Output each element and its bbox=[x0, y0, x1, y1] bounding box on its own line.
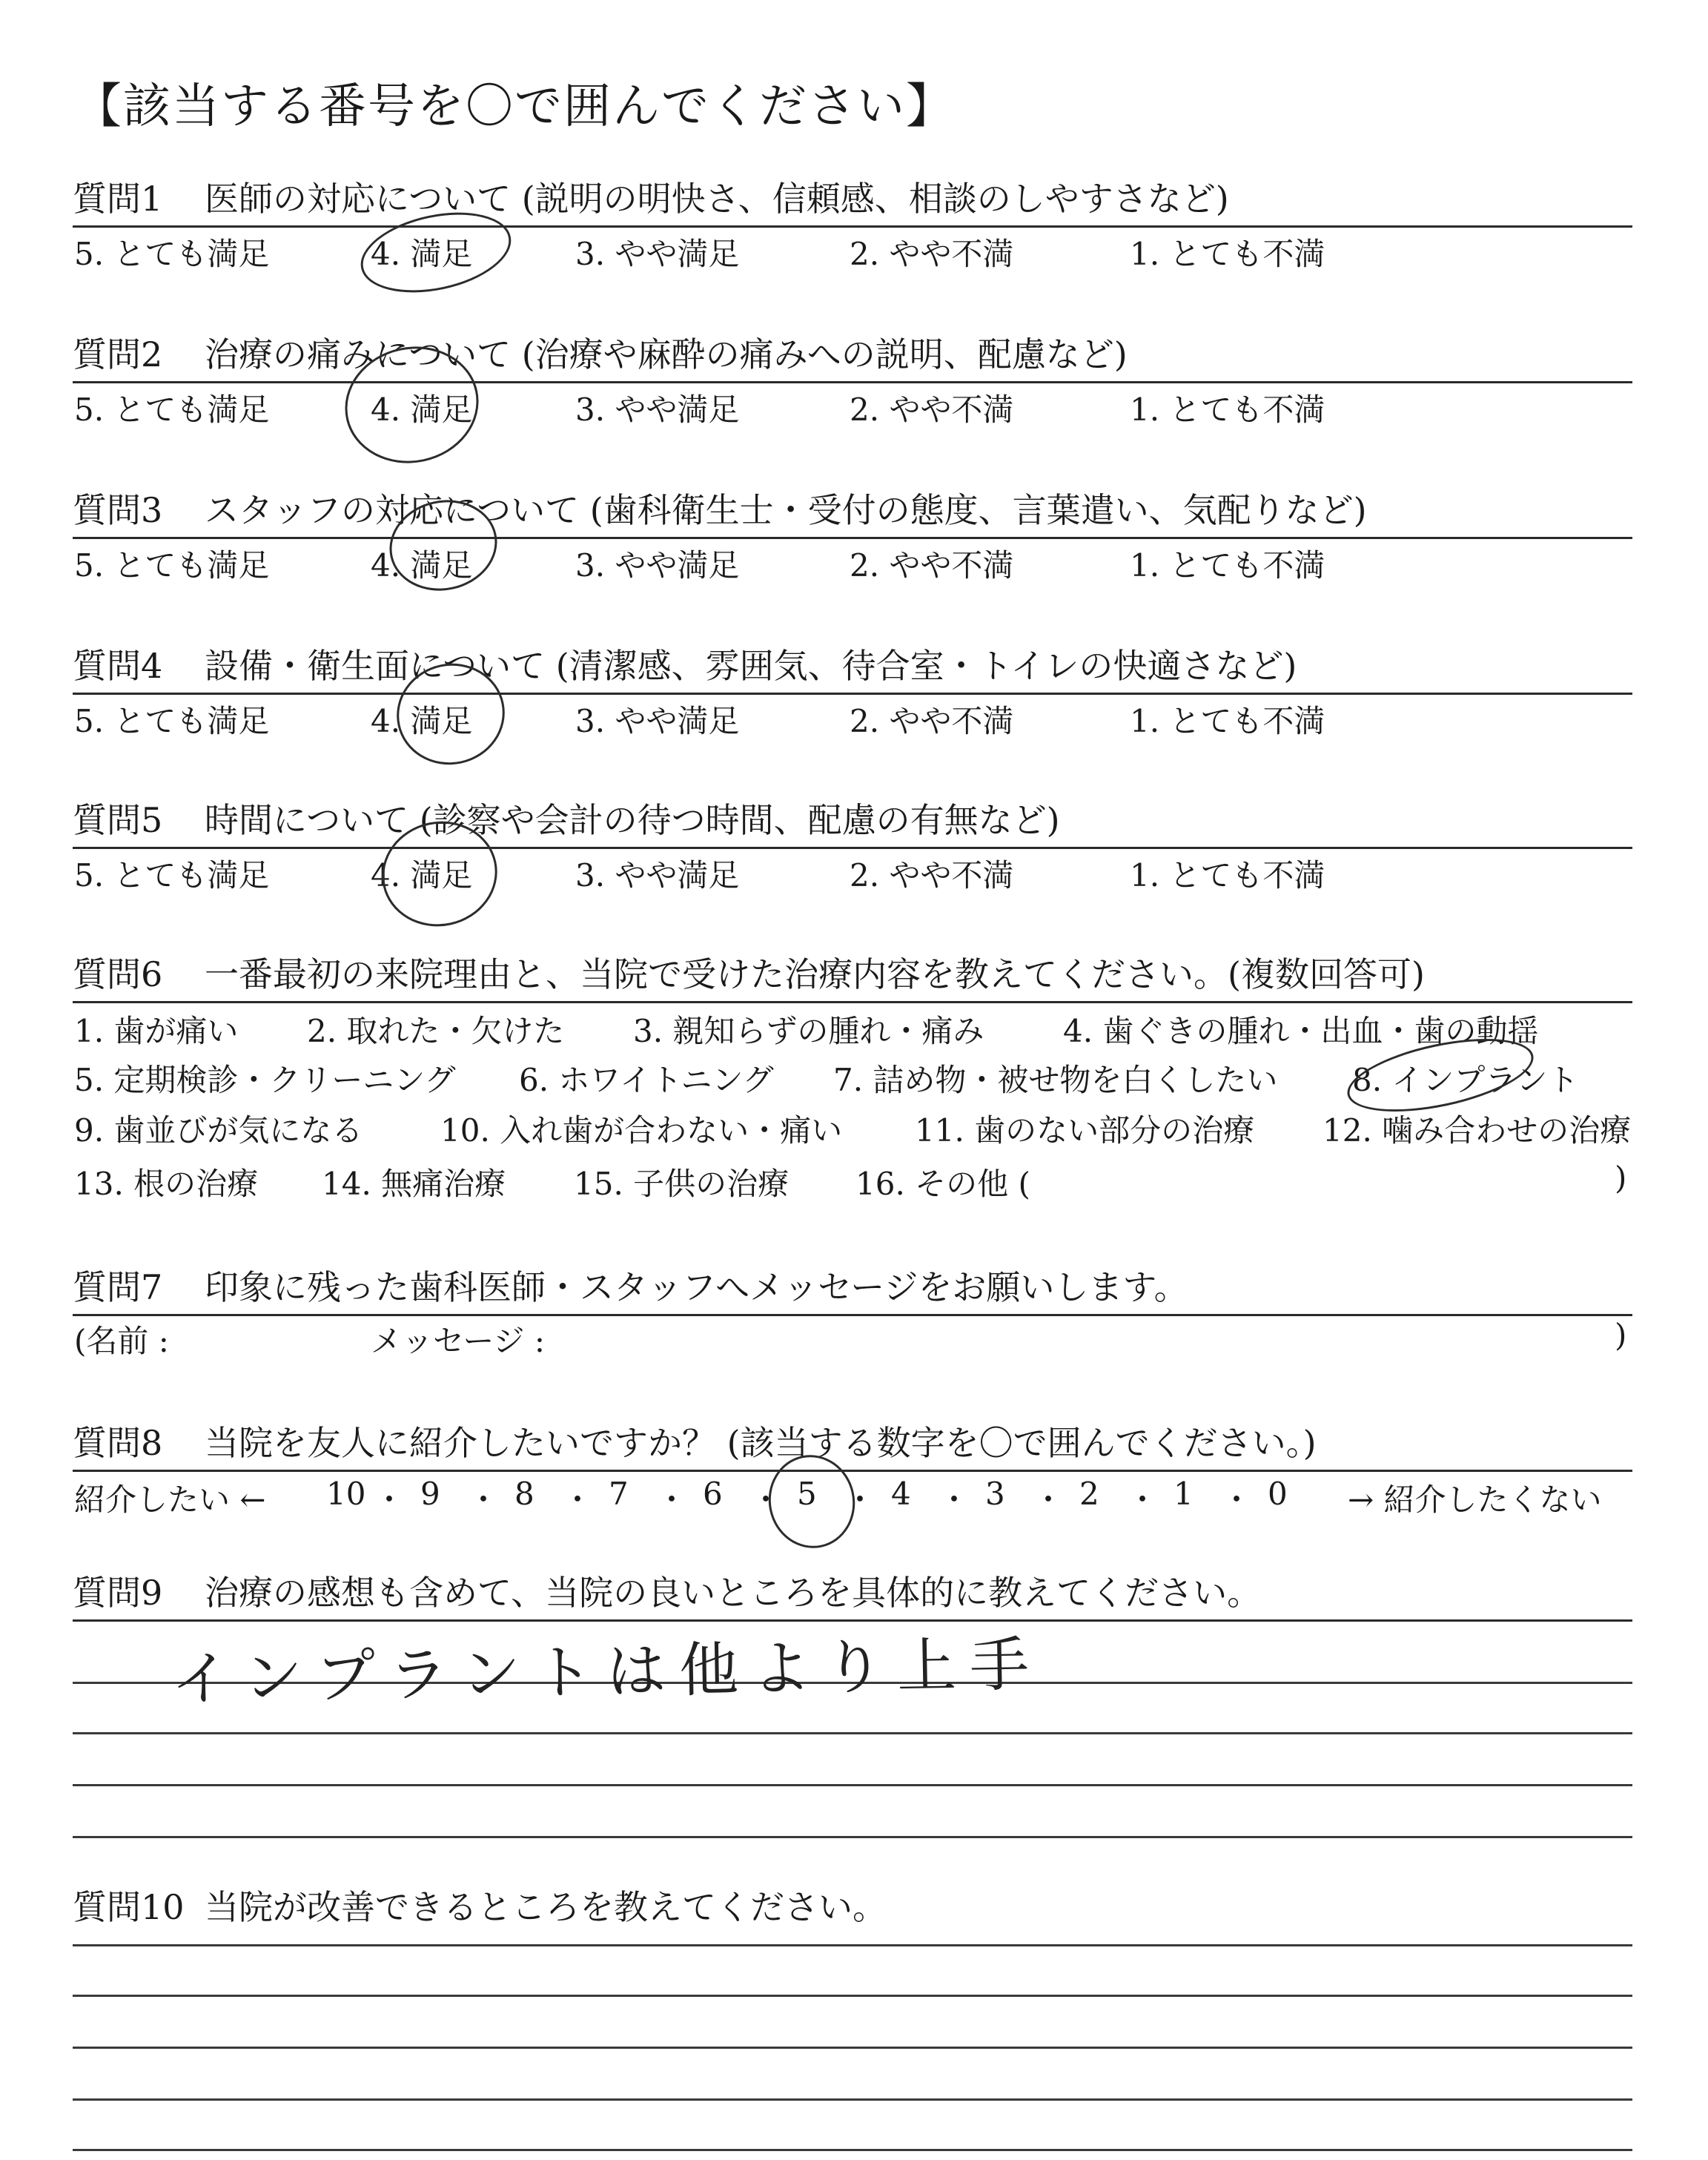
question-10-text: 当院が改善できるところを教えてください。 bbox=[205, 1887, 887, 1927]
recommend-score-7[interactable]: 7 bbox=[609, 1476, 629, 1512]
option-somewhat-dissatisfied[interactable]: 2. やや不満 bbox=[850, 703, 1014, 739]
question-4-heading bbox=[73, 639, 1632, 695]
question-3-text: スタッフの対応について (歯科衛生士・受付の態度、言葉遣い、気配りなど) bbox=[205, 490, 1367, 530]
option-satisfied[interactable]: 4. 満足 bbox=[371, 857, 473, 894]
question-3-heading bbox=[73, 483, 1632, 539]
reason-option-14[interactable]: 14. 無痛治療 bbox=[322, 1166, 506, 1202]
option-satisfied[interactable]: 4. 満足 bbox=[371, 236, 473, 272]
answer-line bbox=[73, 1836, 1632, 1838]
reason-option-3[interactable]: 3. 親知らずの腫れ・痛み bbox=[633, 1013, 984, 1049]
option-very-dissatisfied[interactable]: 1. とても不満 bbox=[1130, 857, 1325, 894]
question-6-options-row-1 bbox=[74, 1007, 1638, 1048]
message-label: メッセージ : bbox=[371, 1323, 545, 1359]
option-somewhat-dissatisfied[interactable]: 2. やや不満 bbox=[850, 547, 1014, 584]
option-very-satisfied[interactable]: 5. とても満足 bbox=[74, 857, 270, 894]
question-6-text: 一番最初の来院理由と、当院で受けた治療内容を教えてください。(複数回答可) bbox=[205, 954, 1425, 994]
question-8-heading bbox=[73, 1416, 1632, 1472]
question-4-number: 質問4 bbox=[73, 646, 163, 686]
question-7-number: 質問7 bbox=[73, 1267, 163, 1307]
recommend-score-10[interactable]: 10 bbox=[326, 1476, 366, 1512]
recommend-right-label: → 紹介したくない bbox=[1348, 1482, 1602, 1518]
question-4-text: 設備・衛生面について (清潔感、雰囲気、待合室・トイレの快適さなど) bbox=[205, 646, 1297, 686]
question-5-number: 質問5 bbox=[73, 800, 163, 840]
question-9-number: 質問9 bbox=[73, 1573, 163, 1613]
recommend-score-0[interactable]: 0 bbox=[1268, 1476, 1288, 1512]
answer-line bbox=[73, 2149, 1632, 2151]
option-satisfied[interactable]: 4. 満足 bbox=[371, 392, 473, 428]
recommend-score-4[interactable]: 4 bbox=[891, 1476, 911, 1512]
reason-option-7[interactable]: 7. 詰め物・被せ物を白くしたい bbox=[833, 1062, 1278, 1098]
answer-line bbox=[73, 2098, 1632, 2101]
option-somewhat-satisfied[interactable]: 3. やや満足 bbox=[575, 236, 740, 272]
page-title: 【該当する番号を〇で囲んでください】 bbox=[74, 79, 955, 134]
recommend-score-6[interactable]: 6 bbox=[703, 1476, 723, 1512]
recommend-scale bbox=[74, 1476, 1638, 1517]
option-somewhat-satisfied[interactable]: 3. やや満足 bbox=[575, 392, 740, 428]
option-somewhat-dissatisfied[interactable]: 2. やや不満 bbox=[850, 236, 1014, 272]
question-6-heading bbox=[73, 948, 1632, 1003]
question-5-heading bbox=[73, 793, 1632, 849]
message-close-paren: ) bbox=[1615, 1317, 1627, 1353]
question-6-number: 質問6 bbox=[73, 954, 163, 994]
option-somewhat-satisfied[interactable]: 3. やや満足 bbox=[575, 857, 740, 894]
reason-option-6[interactable]: 6. ホワイトニング bbox=[519, 1062, 774, 1098]
reason-option-2[interactable]: 2. 取れた・欠けた bbox=[307, 1013, 565, 1049]
option-very-satisfied[interactable]: 5. とても満足 bbox=[74, 547, 270, 584]
option-satisfied[interactable]: 4. 満足 bbox=[371, 703, 473, 739]
recommend-score-2[interactable]: 2 bbox=[1079, 1476, 1099, 1512]
option-somewhat-satisfied[interactable]: 3. やや満足 bbox=[575, 547, 740, 584]
reason-option-9[interactable]: 9. 歯並びが気になる bbox=[74, 1112, 363, 1149]
scale-separator: ・ bbox=[1127, 1482, 1159, 1518]
question-8-text: 当院を友人に紹介したいですか？ (該当する数字を〇で囲んでください。) bbox=[205, 1423, 1317, 1463]
question-5-text: 時間について (診察や会計の待つ時間、配慮の有無など) bbox=[205, 800, 1060, 840]
other-close-paren: ) bbox=[1615, 1160, 1627, 1196]
scale-separator: ・ bbox=[750, 1482, 782, 1518]
name-label: (名前 : bbox=[74, 1323, 169, 1359]
reason-option-13[interactable]: 13. 根の治療 bbox=[74, 1166, 259, 1202]
option-somewhat-dissatisfied[interactable]: 2. やや不満 bbox=[850, 857, 1014, 894]
option-somewhat-dissatisfied[interactable]: 2. やや不満 bbox=[850, 392, 1014, 428]
scale-separator: ・ bbox=[1221, 1482, 1253, 1518]
question-10-heading bbox=[73, 1880, 1632, 1934]
question-6-options-row-4 bbox=[74, 1160, 1638, 1201]
question-7-heading bbox=[73, 1261, 1632, 1316]
scale-separator: ・ bbox=[468, 1482, 500, 1518]
question-2-heading bbox=[73, 328, 1632, 383]
question-10-number: 質問10 bbox=[73, 1887, 185, 1927]
handwritten-answer: インプラントは他より上手 bbox=[170, 1629, 1043, 1714]
answer-line bbox=[73, 1732, 1632, 1734]
question-9-heading bbox=[73, 1566, 1632, 1622]
option-very-satisfied[interactable]: 5. とても満足 bbox=[74, 392, 270, 428]
option-satisfied[interactable]: 4. 満足 bbox=[371, 547, 473, 584]
answer-line bbox=[73, 1784, 1632, 1786]
answer-line bbox=[73, 1944, 1632, 1946]
option-very-dissatisfied[interactable]: 1. とても不満 bbox=[1130, 236, 1325, 272]
reason-option-5[interactable]: 5. 定期検診・クリーニング bbox=[74, 1062, 456, 1098]
question-2-number: 質問2 bbox=[73, 334, 163, 374]
option-very-satisfied[interactable]: 5. とても満足 bbox=[74, 703, 270, 739]
scale-separator: ・ bbox=[939, 1482, 970, 1518]
recommend-score-1[interactable]: 1 bbox=[1174, 1476, 1194, 1512]
reason-option-8[interactable]: 8. インプラント bbox=[1352, 1062, 1579, 1098]
answer-line bbox=[73, 1995, 1632, 1997]
question-7-fields bbox=[74, 1317, 1638, 1358]
question-7-text: 印象に残った歯科医師・スタッフへメッセージをお願いします。 bbox=[205, 1267, 1188, 1307]
reason-option-4[interactable]: 4. 歯ぐきの腫れ・出血・歯の動揺 bbox=[1063, 1013, 1539, 1049]
reason-option-12[interactable]: 12. 噛み合わせの治療 bbox=[1323, 1112, 1632, 1149]
reason-option-15[interactable]: 15. 子供の治療 bbox=[574, 1166, 790, 1202]
question-1-number: 質問1 bbox=[73, 179, 163, 219]
question-1-text: 医師の対応について (説明の明快さ、信頼感、相談のしやすさなど) bbox=[205, 179, 1229, 219]
reason-option-10[interactable]: 10. 入れ歯が合わない・痛い bbox=[440, 1112, 843, 1149]
scale-separator: ・ bbox=[1033, 1482, 1065, 1518]
recommend-left-label: 紹介したい ← bbox=[74, 1482, 266, 1518]
reason-option-11[interactable]: 11. 歯のない部分の治療 bbox=[915, 1112, 1255, 1149]
option-very-dissatisfied[interactable]: 1. とても不満 bbox=[1130, 392, 1325, 428]
answer-line bbox=[73, 2047, 1632, 2049]
question-2-text: 治療の痛みについて (治療や麻酔の痛みへの説明、配慮など) bbox=[205, 334, 1128, 374]
option-very-dissatisfied[interactable]: 1. とても不満 bbox=[1130, 703, 1325, 739]
scale-separator: ・ bbox=[562, 1482, 594, 1518]
recommend-score-3[interactable]: 3 bbox=[985, 1476, 1005, 1512]
question-9-text: 治療の感想も含めて、当院の良いところを具体的に教えてください。 bbox=[205, 1573, 1262, 1613]
reason-option-1[interactable]: 1. 歯が痛い bbox=[74, 1013, 239, 1049]
scale-separator: ・ bbox=[844, 1482, 876, 1518]
option-somewhat-satisfied[interactable]: 3. やや満足 bbox=[575, 703, 740, 739]
scale-separator: ・ bbox=[656, 1482, 688, 1518]
question-3-number: 質問3 bbox=[73, 490, 163, 530]
option-very-satisfied[interactable]: 5. とても満足 bbox=[74, 236, 270, 272]
reason-option-16[interactable]: 16. その他 ( bbox=[855, 1166, 1030, 1202]
recommend-score-8[interactable]: 8 bbox=[514, 1476, 534, 1512]
scale-separator: ・ bbox=[374, 1482, 406, 1518]
question-8-number: 質問8 bbox=[73, 1423, 163, 1463]
option-very-dissatisfied[interactable]: 1. とても不満 bbox=[1130, 547, 1325, 584]
recommend-score-5[interactable]: 5 bbox=[797, 1476, 817, 1512]
question-6-options-row-2 bbox=[74, 1056, 1638, 1097]
recommend-score-9[interactable]: 9 bbox=[420, 1476, 440, 1512]
question-6-options-row-3 bbox=[74, 1106, 1638, 1148]
question-1-heading bbox=[73, 172, 1632, 228]
